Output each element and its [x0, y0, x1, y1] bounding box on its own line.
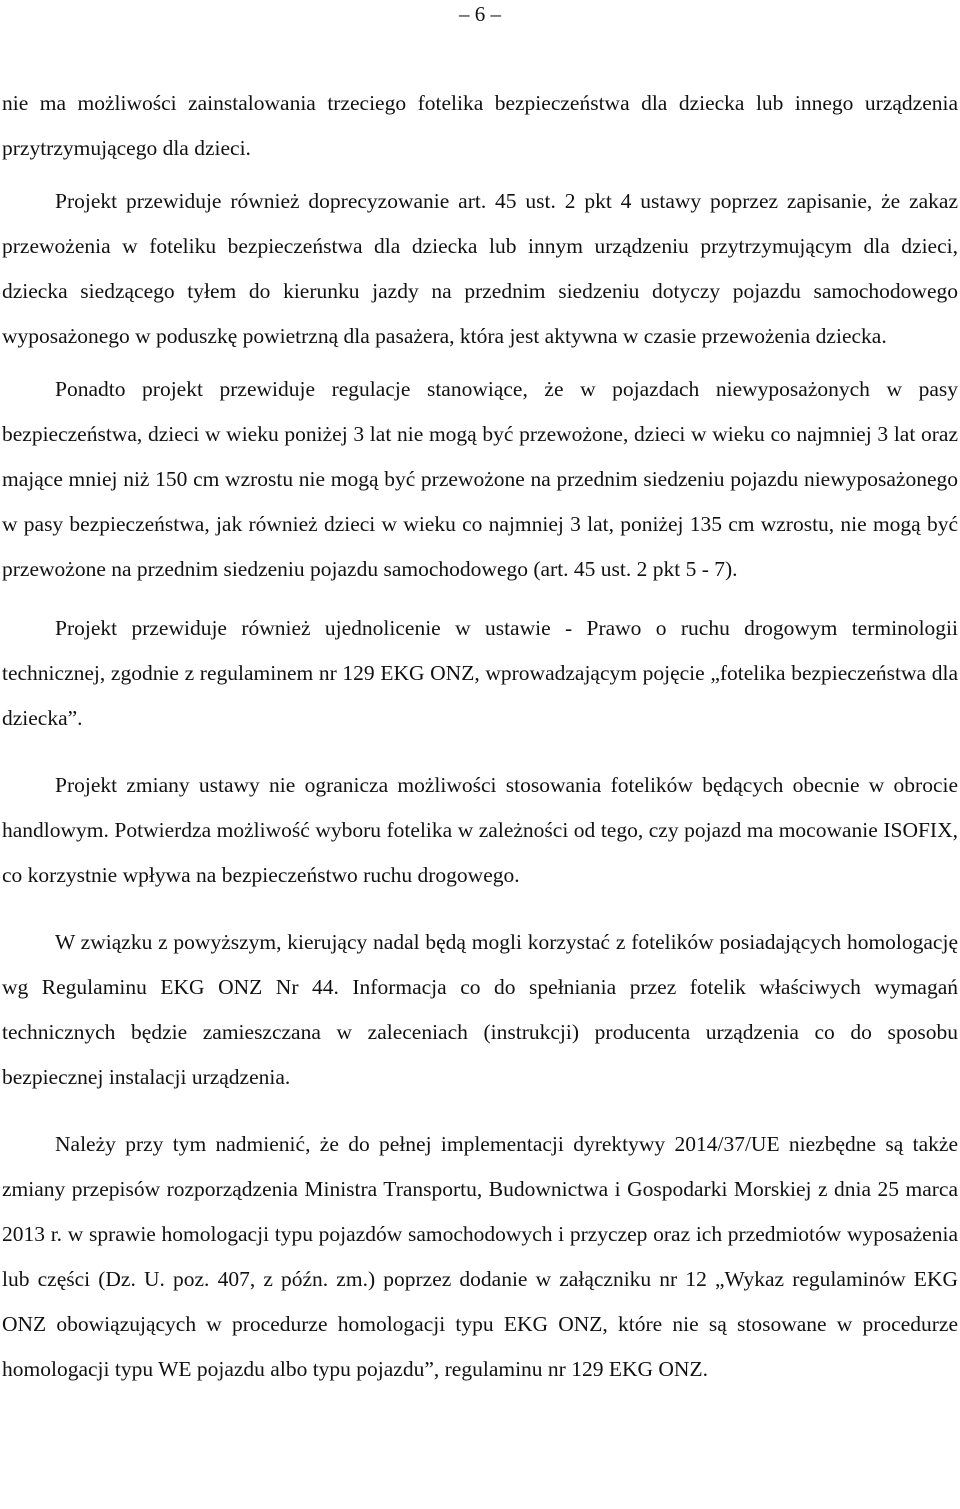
paragraph-isofix: Projekt zmiany ustawy nie ogranicza możliwości stosowania fotelików będących obecnie w obrocie handlowym. Potwierdza możliwość wyboru fotelika w zależności od tego, czy pojazd ma mocowanie ISOFIX, co korzystnie wpływa na bezpieczeństwo ruchu drogowego. — [2, 773, 958, 887]
document-body — [0, 81, 960, 1392]
page-number: – 6 – — [459, 2, 501, 26]
paragraph-continuation: nie ma możliwości zainstalowania trzeciego fotelika bezpieczeństwa dla dziecka lub innego urządzenia przytrzymującego dla dzieci. — [2, 91, 958, 160]
paragraph-art45-pkt4: Projekt przewiduje również doprecyzowanie art. 45 ust. 2 pkt 4 ustawy poprzez zapisanie, że zakaz przewożenia w foteliku bezpieczeństwa dla dziecka lub innym urządzeniu przytrzymującym dla dzieci, dziecka siedzącego tyłem do kierunku jazdy na przednim siedzeniu dotyczy pojazdu samochodowego wyposażonego w poduszkę powietrzną dla pasażera, która jest aktywna w czasie przewożenia dziecka. — [2, 189, 958, 348]
paragraph-seatbelts: Ponadto projekt przewiduje regulacje stanowiące, że w pojazdach niewyposażonych w pasy bezpieczeństwa, dzieci w wieku poniżej 3 lat nie mogą być przewożone, dzieci w wieku co najmniej 3 lat oraz mające mniej niż 150 cm wzrostu nie mogą być przewożone na przednim siedzeniu pojazdu niewyposażonego w pasy bezpieczeństwa, jak również dzieci w wieku co najmniej 3 lat, poniżej 135 cm wzrostu, nie mogą być przewożone na przednim siedzeniu pojazdu samochodowego (art. 45 ust. 2 pkt 5 - 7). — [2, 377, 958, 581]
paragraph-homologation: W związku z powyższym, kierujący nadal będą mogli korzystać z fotelików posiadających homologację wg Regulaminu EKG ONZ Nr 44. Informacja co do spełniania przez fotelik właściwych wymagań technicznych będzie zamieszczana w zaleceniach (instrukcji) producenta urządzenia co do sposobu bezpiecznej instalacji urządzenia. — [2, 930, 958, 1089]
paragraph-directive: Należy przy tym nadmienić, że do pełnej implementacji dyrektywy 2014/37/UE niezbędne są także zmiany przepisów rozporządzenia Ministra Transportu, Budownictwa i Gospodarki Morskiej z dnia 25 marca 2013 r. w sprawie homologacji typu pojazdów samochodowych i przyczep oraz ich przedmiotów wyposażenia lub części (Dz. U. poz. 407, z późn. zm.) poprzez dodanie w załączniku nr 12 „Wykaz regulaminów EKG ONZ obowiązujących w procedurze homologacji typu EKG ONZ, które nie są stosowane w procedurze homologacji typu WE pojazdu albo typu pojazdu”, regulaminu nr 129 EKG ONZ. — [2, 1132, 958, 1381]
paragraph-terminology: Projekt przewiduje również ujednolicenie w ustawie - Prawo o ruchu drogowym terminologii technicznej, zgodnie z regulaminem nr 129 EKG ONZ, wprowadzającym pojęcie „fotelika bezpieczeństwa dla dziecka”. — [2, 616, 958, 730]
